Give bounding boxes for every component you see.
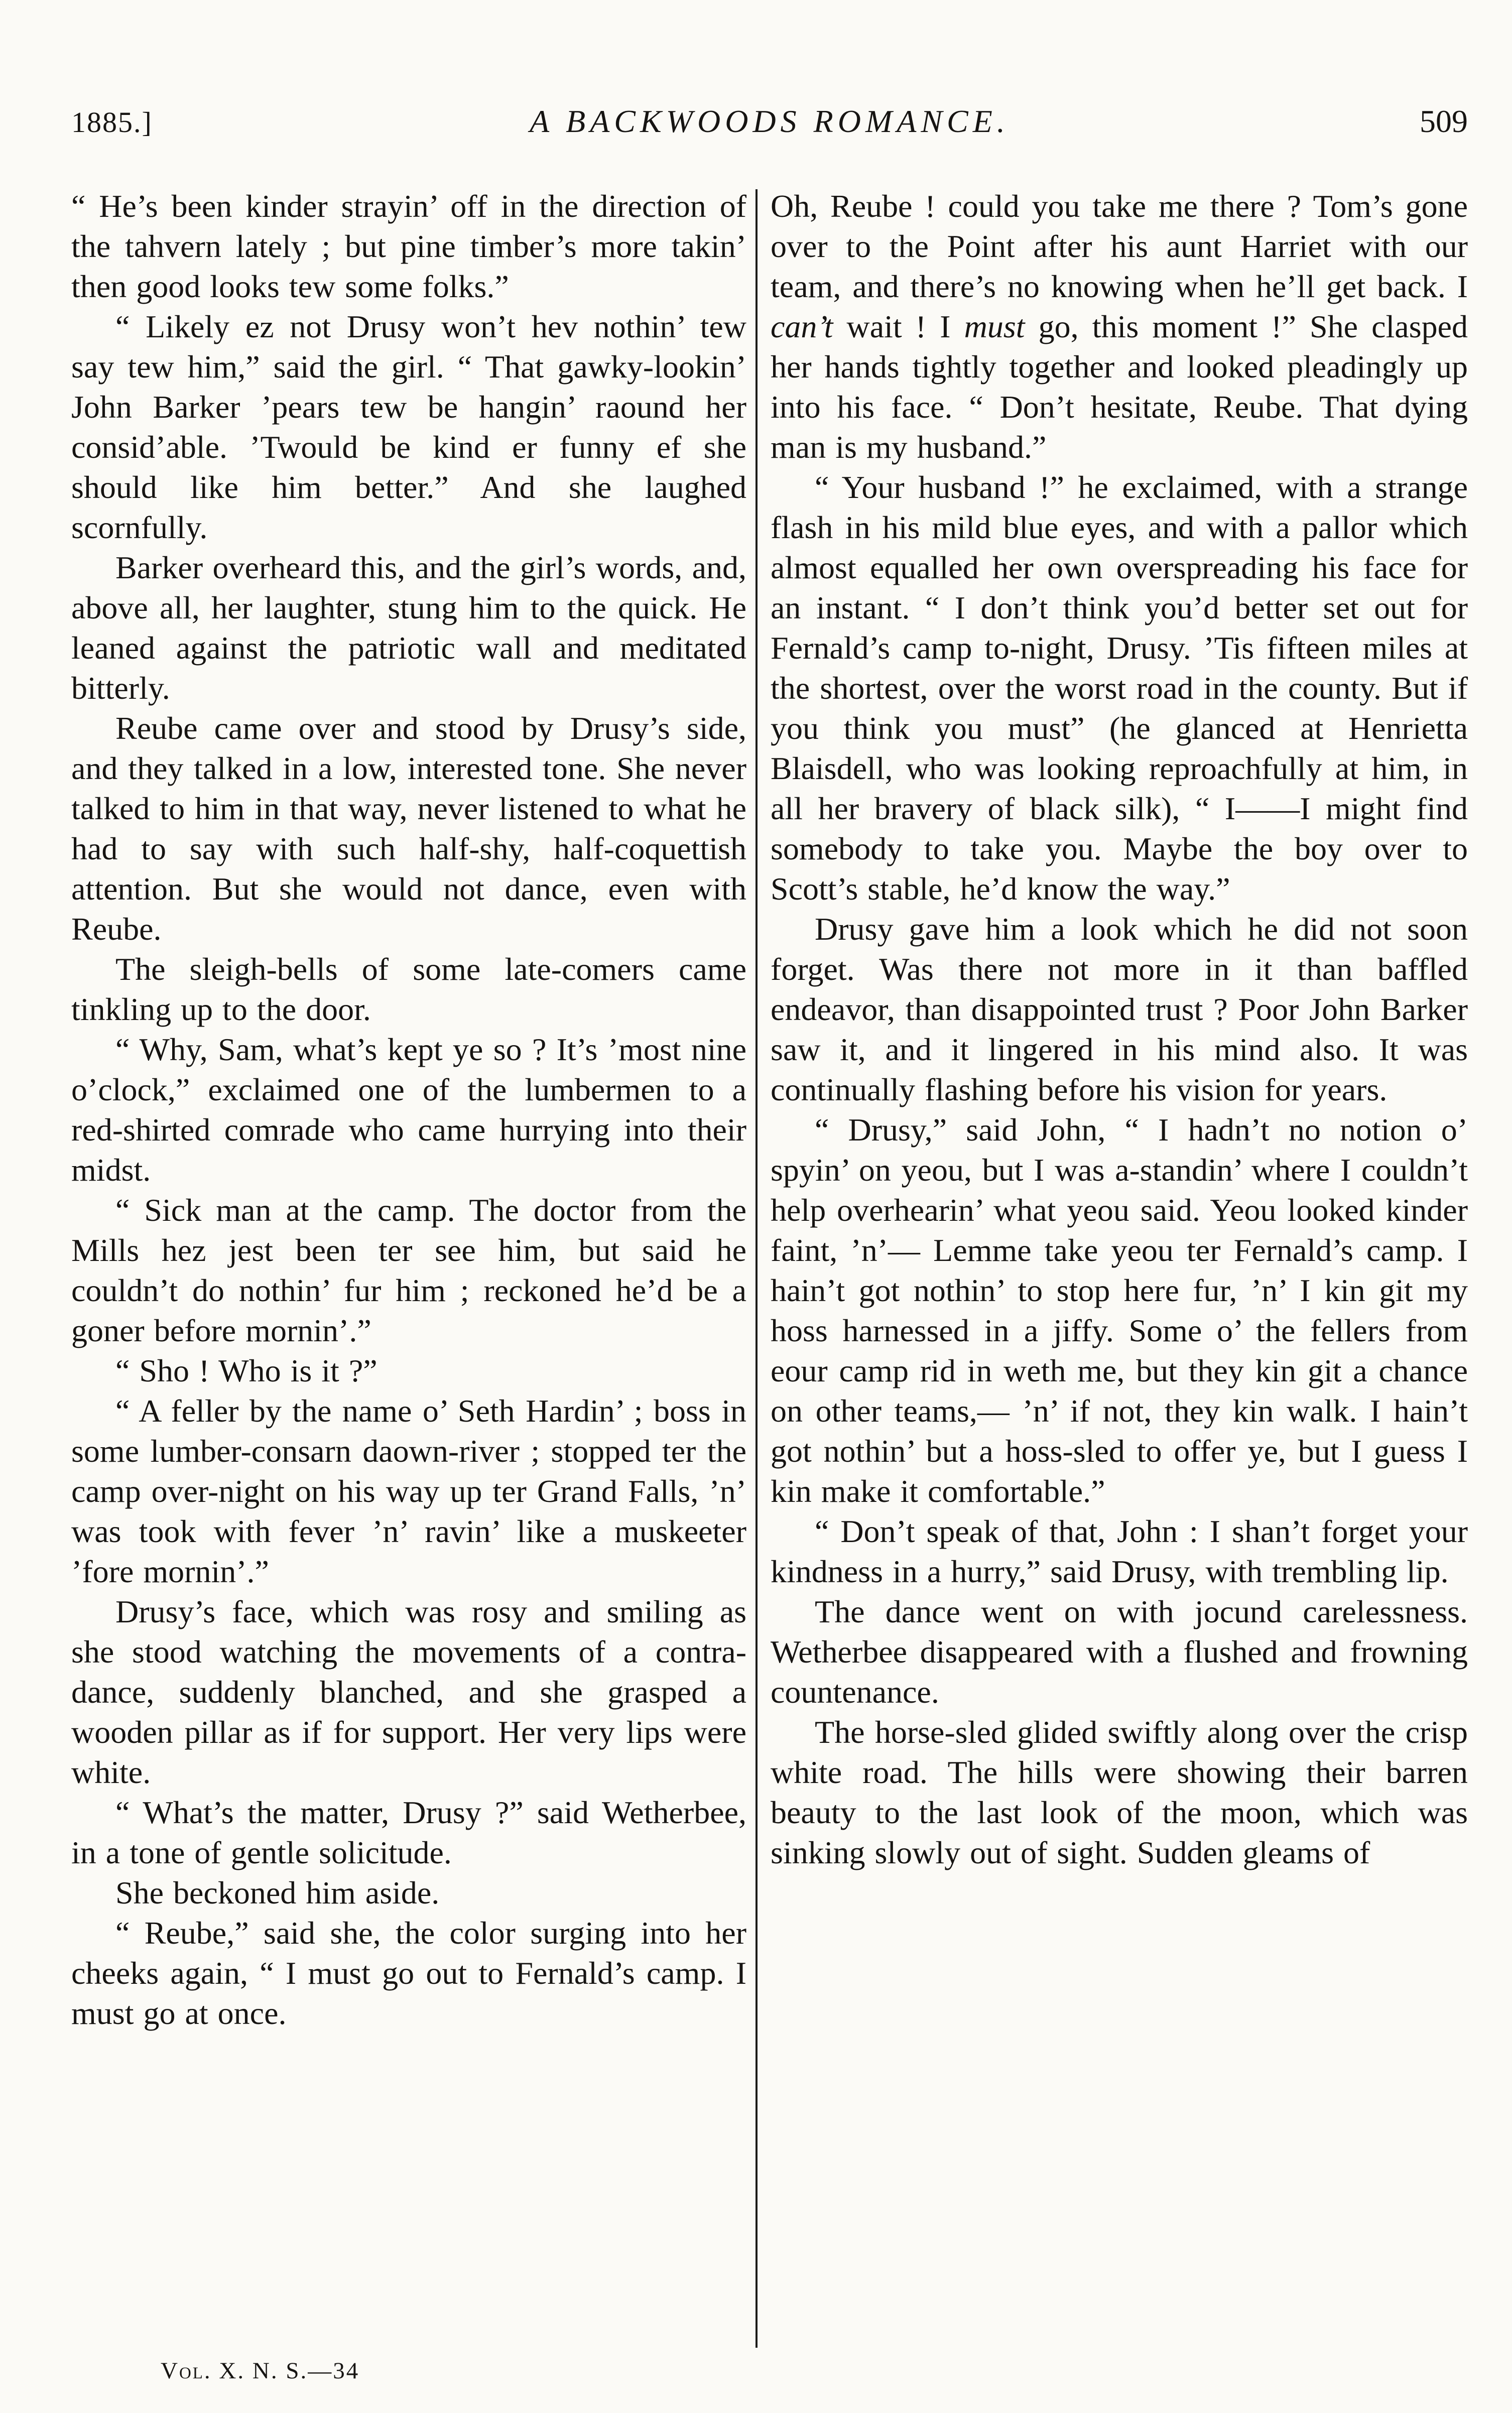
paragraph-left-11: “ What’s the matter, Drusy ?” said Wetherbee, in a tone of gentle solicitude. [71,1795,746,1870]
right-column [771,186,1468,2348]
paragraph-left-9: “ A feller by the name o’ Seth Hardin’ ; boss in some lumber-consarn daown-river ; stopped ter the camp over-night on his way up ter Grand Falls, ’n’ was took with fever ’n’ ravin’ like a muskeeter ’fore mornin’.” [71,1393,746,1589]
paragraph-left-13: “ Reube,” said she, the color surging into her cheeks again, “ I must go out to Fernald’s camp. I must go at once. [71,1915,746,2031]
volume-footnote: Vol. X. N. S.—34 [161,2358,360,2384]
left-column [71,186,746,2348]
italic-word: can’t [771,309,833,344]
year-label: 1885.] [71,106,153,139]
paragraph-left-4: Reube came over and stood by Drusy’s side, and they talked in a low, interested tone. She never talked to him in that way, never listened to what he had to say with such half-shy, half-coquettish attention. But she would not dance, even with Reube. [71,710,746,947]
paragraph-left-5: The sleigh-bells of some late-comers came tinkling up to the door. [71,951,746,1027]
paragraph-left-8: “ Sho ! Who is it ?” [115,1353,377,1388]
paragraph-right-5: “ Don’t speak of that, John : I shan’t forget your kindness in a hurry,” said Drusy, with trembling lip. [771,1513,1468,1589]
page-title: A BACKWOODS ROMANCE. [530,103,1010,139]
running-head [71,103,1468,140]
paragraph-right-3: Drusy gave him a look which he did not soon forget. Was there not more in it than baffled endeavor, than disappointed trust ? Poor John Barker saw it, and it lingered in his mind also. It was continually flashing before his vision for years. [771,911,1468,1107]
paragraph-left-1: “ He’s been kinder strayin’ off in the direction of the tahvern lately ; but pine timber’s more takin’ then good looks tew some folks.” [71,188,746,304]
paragraph-left-12: She beckoned him aside. [115,1875,440,1911]
paragraph-left-6: “ Why, Sam, what’s kept ye so ? It’s ’most nine o’clock,” exclaimed one of the lumbermen to a red-shirted comrade who came hurrying into their midst. [71,1032,746,1188]
paragraph-right-4: “ Drusy,” said John, “ I hadn’t no notion o’ spyin’ on yeou, but I was a-standin’ where I couldn’t help overhearin’ what yeou said. Yeou looked kinder faint, ’n’— Lemme take yeou ter Fernald’s camp. I hain’t got nothin’ to stop here fur, ’n’ I kin git my hoss harnessed in a jiffy. Some o’ the fellers from eour camp rid in weth me, but they kin git a chance on other teams,— ’n’ if not, they kin walk. I hain’t got nothin’ but a hoss-sled to offer ye, but I guess I kin make it comfortable.” [771,1112,1468,1509]
paragraph-right-1-text: Oh, Reube ! could you take me there ? Tom’s gone over to the Point after his aunt Harriet with our team, and there’s no knowing when he’ll get back. I [771,188,1468,304]
paragraph-right-1-text: go, this moment !” She clasped her hands tightly together and looked pleadingly up into his face. “ Don’t hesitate, Reube. That dying man is my husband.” [771,309,1468,465]
column-divider-rule [755,189,758,2348]
paragraph-left-10: Drusy’s face, which was rosy and smiling as she stood watching the movements of a contra-dance, suddenly blanched, and she grasped a wooden pillar as if for support. Her very lips were white. [71,1594,746,1790]
paragraph-left-7: “ Sick man at the camp. The doctor from the Mills hez jest been ter see him, but said he couldn’t do nothin’ fur him ; reckoned he’d be a goner before mornin’.” [71,1192,746,1348]
paragraph-right-1-text: wait ! I [833,309,964,344]
paragraph-right-2: “ Your husband !” he exclaimed, with a strange flash in his mild blue eyes, and with a pallor which almost equalled her own overspreading his face for an instant. “ I don’t think you’d better set out for Fernald’s camp to-night, Drusy. ’Tis fifteen miles at the shortest, over the worst road in the county. But if you think you must” (he glanced at Henrietta Blaisdell, who was looking reproachfully at him, in all her bravery of black silk), “ I——I might find somebody to take you. Maybe the boy over to Scott’s stable, he’d know the way.” [771,469,1468,907]
paragraph-right-6: The dance went on with jocund carelessness. Wetherbee disappeared with a flushed and frowning countenance. [771,1594,1468,1710]
paragraph-right-1 [771,186,1468,467]
paragraph-left-3: Barker overheard this, and the girl’s words, and, above all, her laughter, stung him to the quick. He leaned against the patriotic wall and meditated bitterly. [71,550,746,706]
italic-word: must [964,309,1025,344]
text-columns [71,186,1468,2348]
paragraph-left-2: “ Likely ez not Drusy won’t hev nothin’ tew say tew him,” said the girl. “ That gawky-lookin’ John Barker ’pears tew be hangin’ raound her consid’able. ’Twould be kind er funny ef she should like him better.” And she laughed scornfully. [71,309,746,545]
paragraph-right-7: The horse-sled glided swiftly along over the crisp white road. The hills were showing their barren beauty to the last look of the moon, which was sinking slowly out of sight. Sudden gleams of [771,1714,1468,1870]
page-number: 509 [1420,103,1468,139]
